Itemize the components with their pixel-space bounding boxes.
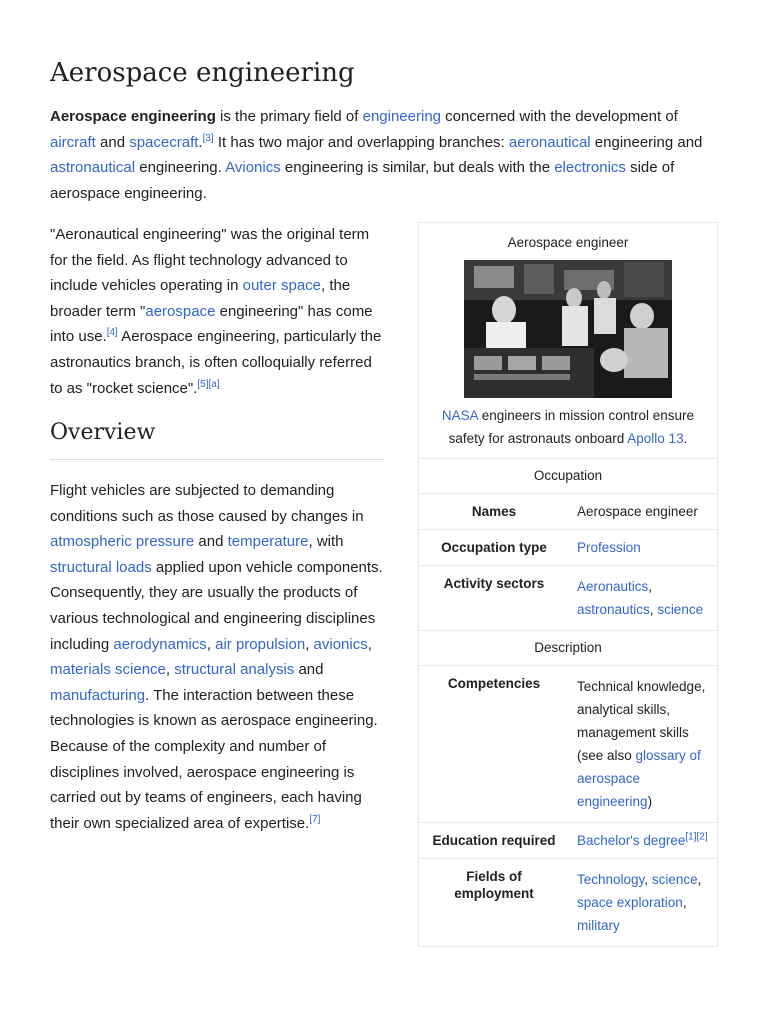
link-aerospace[interactable]: aerospace — [145, 302, 216, 320]
infobox-row-fields — [419, 858, 717, 946]
label-fields: Fields of employment — [454, 869, 534, 901]
text: ) — [647, 794, 653, 809]
text: engineering and — [590, 133, 703, 151]
link-science-2[interactable]: science — [651, 872, 698, 887]
text: engineering" has come into use. — [50, 302, 373, 346]
link-bachelors-degree[interactable]: Bachelor's degree — [577, 833, 686, 848]
link-outer-space[interactable]: outer space — [242, 277, 322, 295]
infobox-row-activity-sectors — [419, 565, 717, 630]
text: , — [682, 895, 687, 910]
text: , the broader term " — [50, 277, 351, 320]
text: . The interaction between these technologies is known as aerospace engineering. Because of the complexity and number of disciplines involved, aerospace engineering is carried out by teams of engineers, each having their own specialized area of expertise. — [50, 686, 378, 832]
link-aeronautical[interactable]: aeronautical — [508, 133, 591, 151]
overview-paragraph — [50, 478, 385, 836]
section-heading-overview: Overview — [50, 420, 384, 460]
text: "Aeronautical engineering" was the original term for the field. As flight technology advanced to include vehicles operating in — [50, 226, 370, 295]
text: and — [194, 533, 228, 551]
infobox-header-description: Description — [419, 630, 717, 665]
link-astronautical[interactable]: astronautical — [50, 159, 136, 177]
link-astronautics[interactable]: astronautics — [577, 602, 650, 617]
text: Aerospace engineering, particularly the astronautics branch, is often colloquially referred to as "rocket science". — [50, 328, 382, 397]
link-electronics[interactable]: electronics — [554, 159, 626, 177]
link-atmospheric-pressure[interactable]: atmospheric pressure — [50, 533, 195, 551]
text: , — [648, 579, 653, 594]
lead-bold-term: Aerospace engineering — [50, 108, 216, 125]
lead-paragraph — [50, 104, 718, 206]
text: , — [367, 635, 372, 653]
link-structural-analysis[interactable]: structural analysis — [174, 661, 295, 679]
infobox-row-competencies — [419, 665, 717, 822]
text: engineering is similar, but deals with the — [280, 159, 555, 177]
ref-4[interactable]: [4] — [106, 327, 118, 339]
ref-1-2[interactable]: [1][2] — [685, 831, 708, 843]
link-profession[interactable]: Profession — [577, 540, 641, 555]
text: , with — [308, 533, 344, 551]
link-science[interactable]: science — [657, 602, 704, 617]
ref-7[interactable]: [7] — [309, 813, 321, 825]
link-nasa[interactable]: NASA — [441, 408, 478, 423]
label-education: Education required — [432, 833, 556, 848]
text: side of aerospace engineering. — [50, 159, 675, 202]
link-manufacturing[interactable]: manufacturing — [50, 686, 146, 704]
infobox-row-occupation-type — [419, 529, 717, 565]
text: , — [644, 872, 652, 887]
value-names: Aerospace engineer — [577, 504, 698, 519]
link-space-exploration[interactable]: space exploration — [577, 895, 683, 910]
link-technology[interactable]: Technology — [577, 872, 645, 887]
mission-control-photo[interactable] — [464, 260, 672, 398]
label-activity-sectors: Activity sectors — [443, 576, 545, 591]
text: . — [683, 431, 688, 446]
text: concerned with the development of — [441, 108, 678, 125]
link-glossary[interactable]: glossary of aerospace engineering — [577, 748, 701, 809]
text: , — [649, 602, 658, 617]
label-competencies: Competencies — [447, 676, 541, 691]
link-military[interactable]: military — [577, 918, 620, 933]
history-paragraph — [50, 222, 385, 401]
text: Technical knowledge, analytical skills, management skills (see also — [577, 679, 706, 763]
link-structural-loads[interactable]: structural loads — [50, 558, 152, 576]
text: , — [206, 635, 216, 653]
text: is the primary field of — [215, 108, 363, 125]
label-occupation-type: Occupation type — [441, 540, 547, 555]
text: Flight vehicles are subjected to demanding conditions such as those caused by changes in — [50, 482, 364, 525]
label-names: Names — [471, 504, 517, 519]
text: and — [95, 133, 130, 151]
text: , — [697, 872, 702, 887]
text: engineering. — [135, 159, 226, 177]
value-occupation-type — [569, 530, 717, 565]
infobox-header-occupation: Occupation — [419, 458, 717, 493]
text: , — [165, 661, 175, 679]
link-avionics-2[interactable]: avionics — [313, 635, 368, 653]
value-fields — [569, 859, 717, 946]
infobox-caption — [419, 398, 717, 458]
value-activity-sectors — [569, 566, 717, 630]
infobox-row-education — [419, 822, 717, 858]
link-aircraft[interactable]: aircraft — [50, 133, 96, 151]
value-competencies — [569, 666, 717, 822]
link-aerodynamics[interactable]: aerodynamics — [113, 635, 207, 653]
text: It has two major and overlapping branches: — [213, 133, 509, 151]
infobox — [418, 222, 718, 947]
ref-3[interactable]: [3] — [202, 132, 214, 144]
link-avionics[interactable]: Avionics — [225, 159, 281, 177]
text: . — [198, 133, 203, 151]
ref-5a[interactable]: [5][a] — [197, 378, 220, 390]
link-aeronautics[interactable]: Aeronautics — [577, 579, 649, 594]
text: , — [305, 635, 314, 653]
link-apollo-13[interactable]: Apollo 13 — [627, 431, 684, 446]
text: engineers in mission control ensure safety for astronauts onboard — [448, 408, 695, 446]
link-spacecraft[interactable]: spacecraft — [129, 133, 199, 151]
text: applied upon vehicle components. Consequently, they are usually the products of various technological and engineering disciplines including — [50, 558, 383, 653]
link-materials-science[interactable]: materials science — [50, 661, 166, 679]
infobox-row-names — [419, 493, 717, 529]
value-education — [569, 823, 717, 858]
page-title: Aerospace engineering — [50, 58, 355, 88]
link-engineering[interactable]: engineering — [362, 108, 442, 125]
infobox-title: Aerospace engineer — [507, 235, 629, 250]
link-temperature[interactable]: temperature — [227, 533, 309, 551]
text: and — [294, 661, 324, 679]
link-air-propulsion[interactable]: air propulsion — [215, 635, 306, 653]
